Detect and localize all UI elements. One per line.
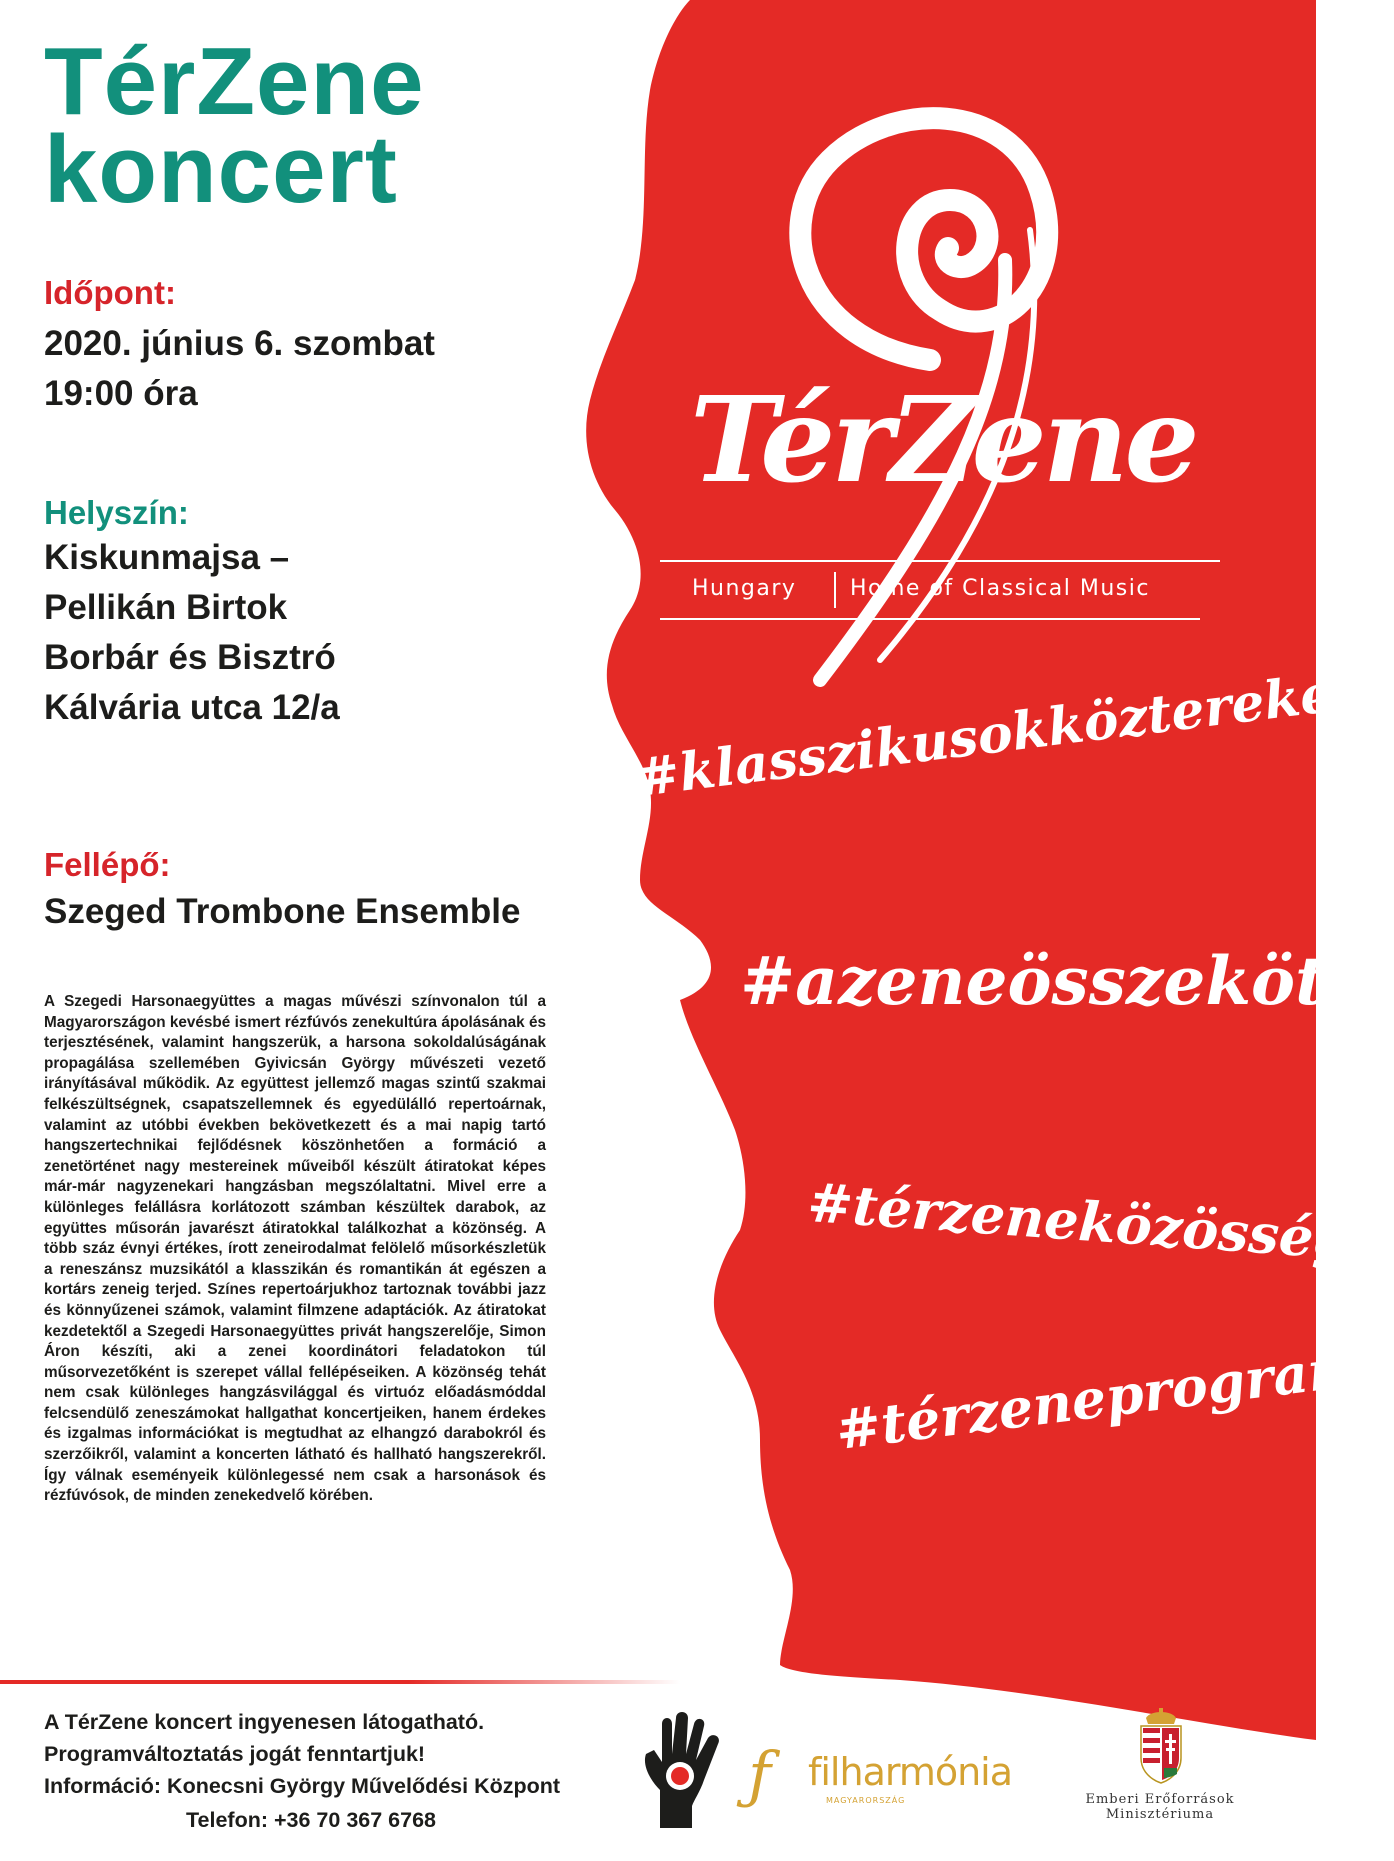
title-line-1: TérZene xyxy=(44,28,425,135)
filharmonia-logo xyxy=(748,1738,1013,1816)
ministry-line-1: Emberi Erőforrások xyxy=(1085,1792,1235,1807)
filharmonia-text: filharmónia xyxy=(808,1750,1013,1794)
venue-label: Helyszín: xyxy=(44,494,189,531)
terzene-wordmark xyxy=(690,370,1210,520)
title-line-2: koncert xyxy=(44,116,398,223)
hashtag-1: #klasszikusokközterekenl xyxy=(632,655,1394,809)
footer xyxy=(0,1680,1316,1861)
hashtag-3: #térzeneközösség xyxy=(805,1170,1354,1272)
brand-logo-text: TérZene xyxy=(690,370,1196,509)
description-text: A Szegedi Harsonaegyüttes a magas művészi színvonalon túl a Magyarországon kevésbé ismert rézfúvós zenekultúra ápolásának és terjesztésének, valamint hangszerük, a harsona sokoldalúságának propagálása szellemében Gyivicsán György művészeti vezető irányításával működik. Az együttest jellemző magas szintű szakmai felkészültségnek, csapatszellemnek és egyedülálló repertoárnak, valamint az utóbbi években bekövetkezett és a mai napig tartó hangszertechnikai fejlődésnek köszönhetően a formáció a zenetörténet nagy mestereinek műveiből készült átiratokat képes már-már nagyzenekari hangzásban megszólaltatni. Mivel erre a különleges felállásra korlátozott számban készültek darabok, az együttes műsorán javarészt átiratokkal találkozhat a közönség. A több száz évnyi értékes, írott zeneirodalmat felölelő műsorkészletük a reneszánsz muzsikától a klasszikán és romantikán át egészen a kortárs zeneig terjed. Színes repertoárjukhoz tartoznak további jazz és könnyűzenei számok, valamint filmzene adaptációk. Az átiratokat kezdetektől a Szegedi Harsonaegyüttes privát hangszerelője, Simon Áron készíti, aki a zenei koordinátori feladatokon túl műsorvezetőként is szerepet vállal fellépéseiken. A közönség tehát nem csak különleges hangzásvilággal és virtuóz előadásmóddal felcsendülő zeneszámokat hallgathat koncertjeiken, hanem érdekes és izgalmas információkat is megtudhat az elhangzó darabokról és szerzőikről, valamint a koncerten látható és hallható hangszerekről. Így válnak eseményeik különlegessé nem csak a harsonások és rézfúvósok, de minden zenekedvelő körében. xyxy=(44,993,546,1505)
tagline xyxy=(660,560,1220,620)
filharmonia-f-icon: ƒ xyxy=(748,1738,771,1811)
filharmonia-subtext: MAGYARORSZÁG xyxy=(826,1796,906,1805)
tagline-right: Home of Classical Music xyxy=(850,576,1150,601)
time-label: Időpont: xyxy=(44,274,176,311)
ministry-line-2: Minisztériuma xyxy=(1105,1807,1215,1822)
tagline-rule-top xyxy=(660,560,1220,562)
ministry-caption xyxy=(1060,1792,1260,1822)
footer-line-1: A TérZene koncert ingyenesen látogatható. xyxy=(44,1710,485,1734)
coat-of-arms-icon xyxy=(1136,1708,1186,1784)
performer-label: Fellépő: xyxy=(44,846,171,883)
tagline-rule-bottom xyxy=(660,618,1200,620)
venue-line-3: Borbár és Bisztró xyxy=(44,638,336,677)
venue-line-2: Pellikán Birtok xyxy=(44,588,288,627)
venue-line-1: Kiskunmajsa – xyxy=(44,538,290,577)
performer-name: Szeged Trombone Ensemble xyxy=(44,892,521,931)
tagline-divider xyxy=(834,572,836,608)
event-date: 2020. június 6. szombat xyxy=(44,324,435,363)
event-time: 19:00 óra xyxy=(44,374,198,413)
footer-rule xyxy=(0,1680,680,1684)
footer-line-3: Információ: Konecsni György Művelődési Központ xyxy=(44,1774,561,1798)
hand-logo-icon xyxy=(632,1710,732,1830)
hashtag-4: #térzeneprogram xyxy=(832,1333,1369,1462)
tagline-left: Hungary xyxy=(692,576,797,601)
footer-line-2: Programváltoztatás jogát fenntartjuk! xyxy=(44,1742,426,1766)
footer-line-4: Telefon: +36 70 367 6768 xyxy=(186,1808,436,1832)
hashtag-2: #azeneösszeköt xyxy=(740,942,1326,1020)
venue-line-4: Kálvária utca 12/a xyxy=(44,688,340,727)
